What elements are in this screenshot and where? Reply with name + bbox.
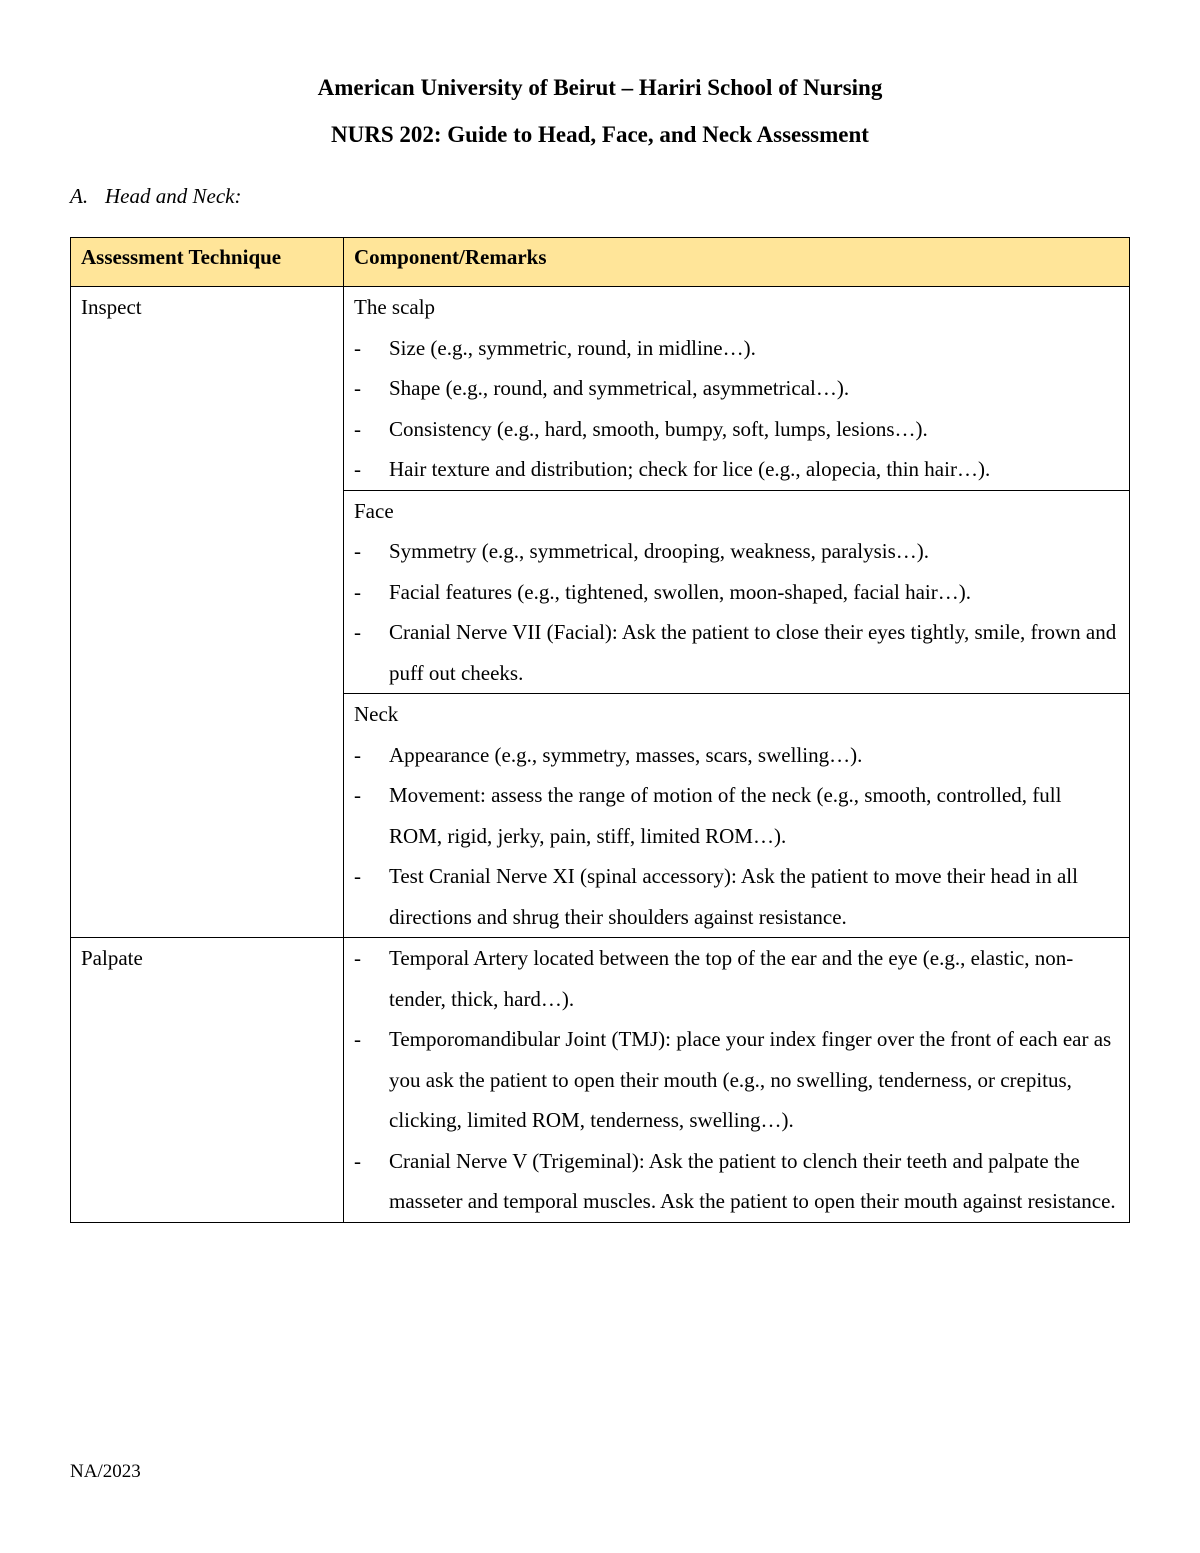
- bullet-dash: -: [354, 376, 361, 400]
- list-item: [354, 572, 1119, 613]
- list-item-text: Temporal Artery located between the top of the ear and the eye (e.g., elastic, non-tender, thick, hard…).: [389, 946, 1074, 1011]
- group-title-neck: Neck: [354, 702, 399, 726]
- list-item-text: Facial features (e.g., tightened, swollen, moon-shaped, facial hair…).: [389, 579, 971, 604]
- footer-note: NA/2023: [70, 1461, 141, 1482]
- list-item-text: Cranial Nerve VII (Facial): Ask the patient to close their eyes tightly, smile, frown and puff out cheeks.: [389, 620, 1117, 685]
- bullet-dash: -: [354, 1027, 361, 1051]
- list-item: [354, 1019, 1119, 1141]
- list-item: [354, 449, 1119, 490]
- remarks-cell-scalp: [344, 287, 1130, 491]
- group-title-face: Face: [354, 498, 394, 523]
- column-header-remarks: Component/Remarks: [344, 238, 1130, 287]
- list-item-text: Size (e.g., symmetric, round, in midline…).: [389, 335, 756, 360]
- list-item: [354, 531, 1119, 572]
- section-letter: A.: [70, 184, 89, 208]
- bullet-dash: -: [354, 864, 361, 888]
- remarks-cell-face: [344, 490, 1130, 694]
- bullet-dash: -: [354, 579, 361, 604]
- bullet-dash: -: [354, 539, 361, 563]
- list-item: [354, 328, 1119, 369]
- list-item: [354, 612, 1119, 693]
- table-header-row: [71, 238, 1130, 287]
- bullet-dash: -: [354, 783, 361, 807]
- scalp-list: [354, 328, 1119, 490]
- technique-label: Palpate: [81, 946, 143, 970]
- technique-cell-palpate: [71, 938, 344, 1223]
- bullet-dash: -: [354, 1148, 361, 1173]
- assessment-table: [70, 237, 1130, 1223]
- list-item: [354, 735, 1119, 776]
- list-item-text: Shape (e.g., round, and symmetrical, asymmetrical…).: [389, 376, 850, 400]
- table-row: [71, 938, 1130, 1223]
- list-item: [354, 368, 1119, 409]
- list-item-text: Temporomandibular Joint (TMJ): place your index finger over the front of each ear as you ask the patient to open their mouth (e.g., no swelling, tenderness, or crepitus, clicking, limited ROM, tenderness, swelling…).: [389, 1027, 1112, 1132]
- institution-title: American University of Beirut – Hariri School of Nursing: [317, 75, 883, 100]
- bullet-dash: -: [354, 620, 361, 644]
- list-item-text: Appearance (e.g., symmetry, masses, scars, swelling…).: [389, 742, 863, 767]
- technique-cell-inspect: [71, 287, 344, 938]
- bullet-dash: -: [354, 335, 361, 360]
- bullet-dash: -: [354, 946, 361, 970]
- list-item-text: Cranial Nerve V (Trigeminal): Ask the patient to clench their teeth and palpate the masseter and temporal muscles. Ask the patient to open their mouth against resistance.: [389, 1148, 1116, 1213]
- bullet-dash: -: [354, 457, 361, 481]
- list-item: [354, 775, 1119, 856]
- remarks-cell-palpate: [344, 938, 1130, 1223]
- neck-list: [354, 735, 1119, 938]
- list-item-text: Movement: assess the range of motion of the neck (e.g., smooth, controlled, full ROM, rigid, jerky, pain, stiff, limited ROM…).: [389, 783, 1062, 848]
- face-list: [354, 531, 1119, 693]
- list-item: [354, 938, 1119, 1019]
- course-title: NURS 202: Guide to Head, Face, and Neck Assessment: [331, 122, 869, 147]
- list-item-text: Test Cranial Nerve XI (spinal accessory): Ask the patient to move their head in all directions and shrug their shoulders against resistance.: [389, 864, 1078, 929]
- remarks-cell-neck: [344, 694, 1130, 938]
- group-title-scalp: The scalp: [354, 295, 436, 319]
- list-item: [354, 856, 1119, 937]
- list-item-text: Symmetry (e.g., symmetrical, drooping, weakness, paralysis…).: [389, 539, 930, 563]
- list-item: [354, 1141, 1119, 1222]
- list-item-text: Hair texture and distribution; check for lice (e.g., alopecia, thin hair…).: [389, 457, 991, 481]
- column-header-technique: Assessment Technique: [71, 238, 344, 287]
- palpate-list: [354, 938, 1119, 1222]
- table-row: [71, 287, 1130, 491]
- bullet-dash: -: [354, 416, 361, 441]
- list-item-text: Consistency (e.g., hard, smooth, bumpy, soft, lumps, lesions…).: [389, 416, 928, 441]
- section-title: Head and Neck:: [105, 184, 242, 208]
- list-item: [354, 409, 1119, 450]
- technique-label: Inspect: [81, 295, 142, 319]
- bullet-dash: -: [354, 742, 361, 767]
- section-heading: [70, 183, 241, 209]
